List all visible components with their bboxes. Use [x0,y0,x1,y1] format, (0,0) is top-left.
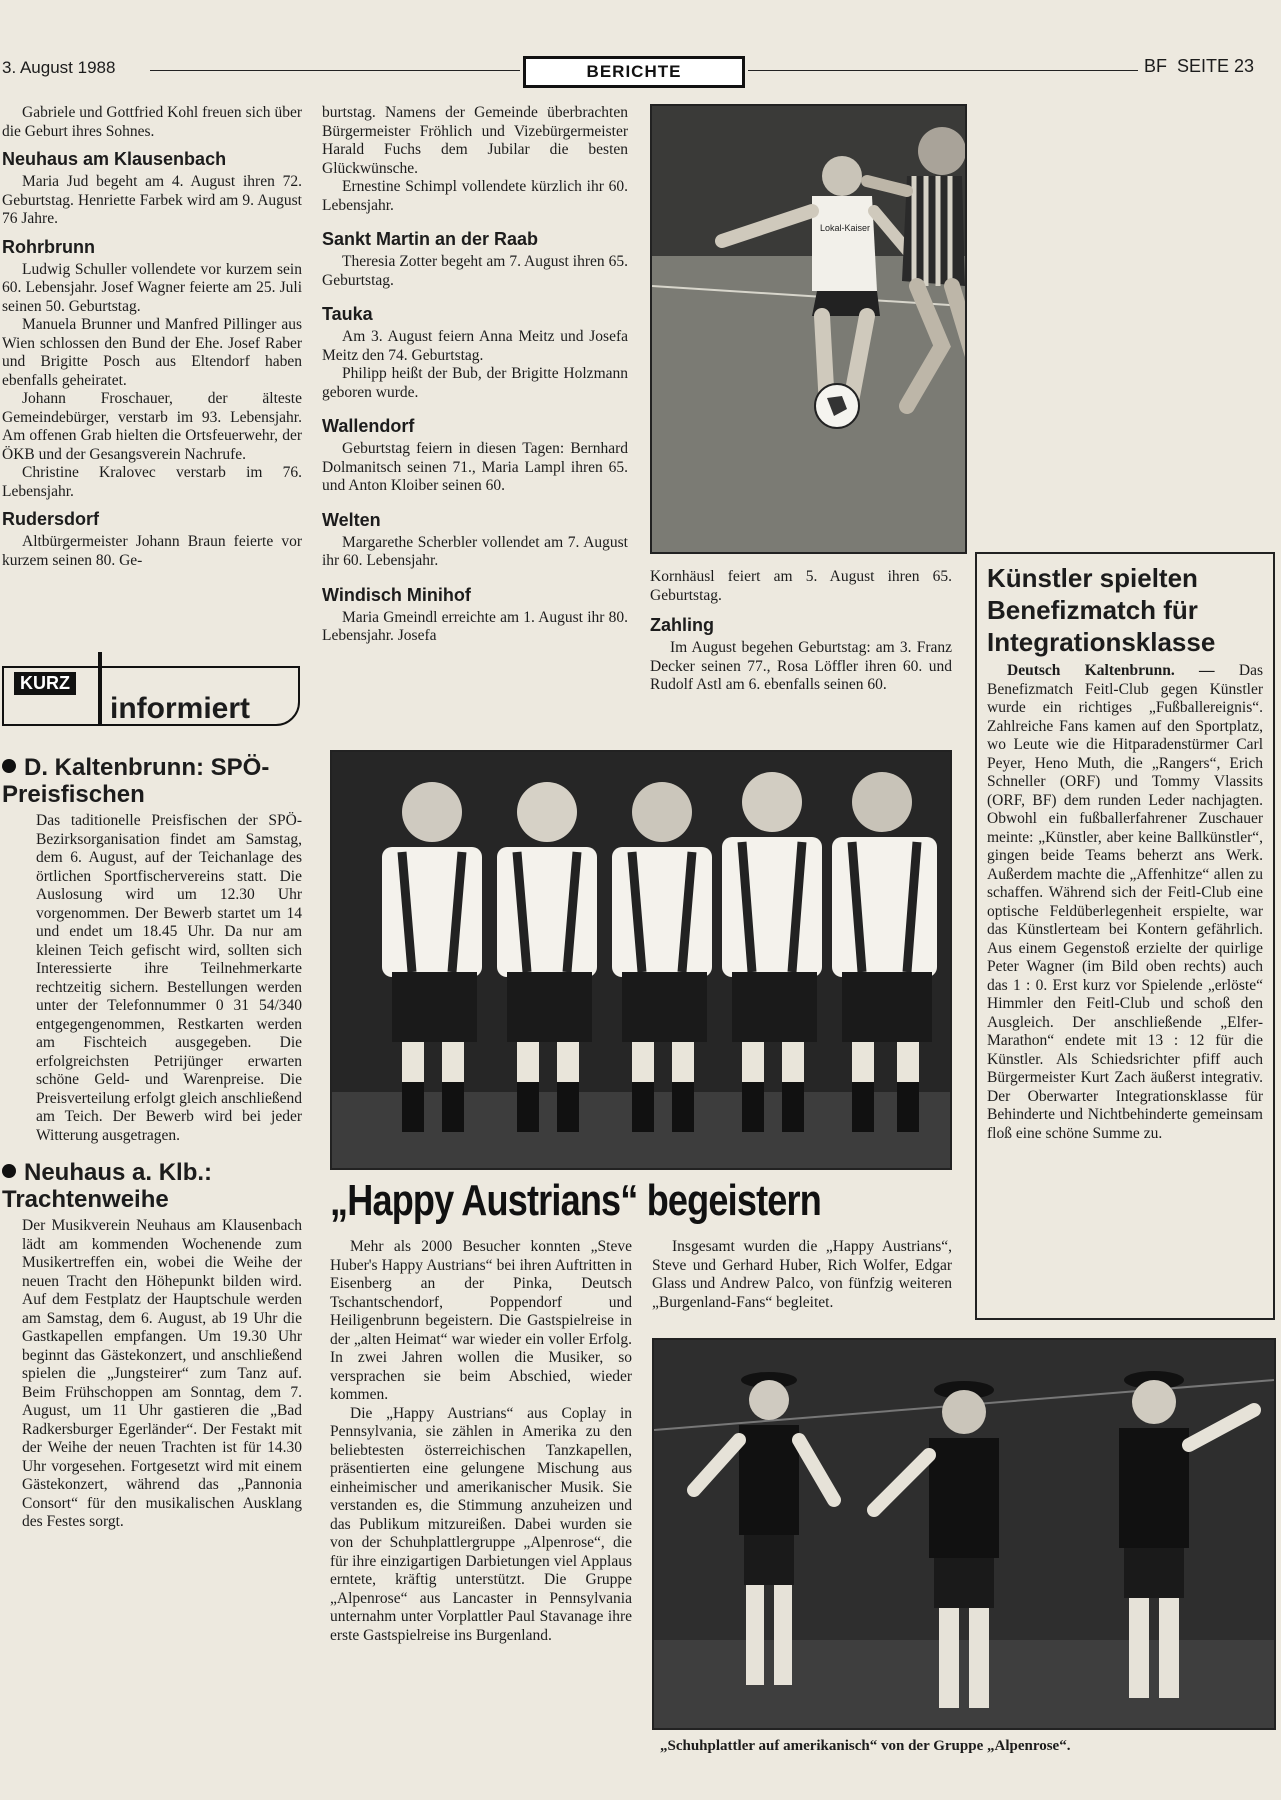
kuenstler-body: Das Benefizmatch Feitl-Club gegen Künstler wurde ein richtiges „Fußballereignis“. Zahlreiche Fans kamen auf den Sportplatz, wo Leute wie die Hitparadenstürmer Carl Peyer, Heno Muth, die „Rangers“, Erich Schneller (ORF) und Tommy Vlassits (ORF, BF) dem runden Leder nachjagten. Obwohl ein fußballerfahrener Zuschauer meinte: „Künstler, aber keine Ballkünstler“, gingen beide Teams beherzt ans Werk. Außerdem machte die „Affenhitze“ allen zu schaffen. Während sich der Feitl-Club eine optische Feldüberlegenheit erspielte, war das Künstlerteam bei Kontern gefährlich. Aus einem Gegenstoß erzielte der quirlige Peter Wagner (im Bild oben rechts) auch das 1 : 0. Erst kurz vor Spielende „erlöste“ Himmler den Feitl-Club und schoß den Ausgleich. Der anschließende „Elfer-Marathon“ endete mit 13 : 12 für die Künstler. Als Schiedsrichter pfiff auch Bürgermeister Kurt Zach äußerst integrativ. Der Oberwarter Integrationsklasse für Behinderte und Nichtbehinderte gemeinsam floß eine schöne Summe zu. [987,662,1263,1142]
text-paragraph: Philipp heißt der Bub, der Brigitte Holzmann geboren wurde. [322,365,628,401]
text-paragraph: Maria Jud begeht am 4. August ihren 72. Geburtstag. Henriette Farbek wird am 9. August 76 Jahre. [2,173,302,227]
logo-bar [98,652,102,726]
happy-column-2 [652,1238,952,1312]
text-paragraph: Johann Froschauer, der älteste Gemeindebürger, verstarb im 93. Lebensjahr. Am offenen Grab hielten die Ortsfeuerwehr, der ÖKB und der Gesangsverein Nachrufe. [2,390,302,463]
village-heading: Sankt Martin an der Raab [322,229,539,249]
text-paragraph: Margarethe Scherbler vollendet am 7. August ihr 60. Lebensjahr. [322,533,628,569]
text-paragraph: Im August begehen Geburtstag: am 3. Franz Decker seinen 77., Rosa Löffler ihren 60. und Rudolf Astl am 6. ebenfalls seinen 60. [650,639,952,693]
dateline: Deutsch Kaltenbrunn. — [1007,662,1215,679]
column-1 [2,104,302,570]
text-paragraph: Insgesamt wurden die „Happy Austrians“, Steve und Gerhard Huber, Rich Wolfer, Edgar Glass und Andrew Palco, von fünfzig weiteren „Burgenland-Fans“ begleitet. [652,1238,952,1311]
village-heading: Zahling [650,615,714,635]
happy-column-1 [330,1238,632,1645]
column-2 [322,104,628,646]
band-photo [330,750,952,1170]
text-paragraph: Der Musikverein Neuhaus am Klausenbach lädt am kommenden Wochenende zum Musikertreffen ein, wobei die Weihe der neuen Tracht den Höhepunkt bilden wird. Auf dem Festplatz der Hauptschule werden am Samstag, dem 6. August, ab 19 Uhr die Gastkapellen empfangen. Um 19.30 Uhr beginnt das Gästekonzert, und anschließend spielen die „Jungsteirer“ zum Tanz auf. Beim Frühschoppen am Sonntag, dem 7. August, um 11 Uhr gastieren die „Bad Radkersburger Egerländer“. Der Festakt mit der Weihe der neuen Trachten ist für 14.30 Uhr vorgesehen. Fortgesetzt wird mit einem Gästekonzert, während das „Pannonia Consort“ für den musikalischen Ausklang des Festes sorgt. [22,1217,302,1530]
village-heading: Rudersdorf [2,509,100,529]
village-heading: Wallendorf [322,416,415,436]
happy-austrians-headline: „Happy Austrians“ begeistern [330,1176,821,1225]
text-paragraph: Mehr als 2000 Besucher konnten „Steve Huber's Happy Austrians“ bei ihren Auftritten in Eisenberg an der Pinka, Deutsch Tschantschendorf, Poppendorf und Heiligenbrunn begeistern. Die Gastspielreise in der „alten Heimat“ war wieder ein voller Erfolg. In zwei Jahren wollen die Musiker, so versprachen sie beim Abschied, wieder kommen. [330,1238,632,1403]
village-heading: Welten [322,509,381,530]
logo-kurz: KURZ [14,672,76,695]
issue-date: 3. August 1988 [2,58,116,77]
page-number: BF SEITE 23 [1144,56,1255,76]
soccer-photo [650,104,967,554]
text-paragraph: Die „Happy Austrians“ aus Coplay in Pennsylvania, sie zählen in Amerika zu den beliebtesten österreichischen Tanzkapellen, präsentierten eine gelungene Mischung aus einheimischer und amerikanischer Musik. Sie verstanden es, die Stimmung anzuheizen und das Publikum mitzureißen. Dabei wurden sie von der Schuhplattlergruppe „Alpenrose“, die für ihre einzigartigen Darbietungen viel Applaus erntete, kräftig unterstützt. Die Gruppe „Alpenrose“ aus Lancaster in Pennsylvania unternahm unter Vorplattler Paul Stavanage ihre erste Gastspielreise ins Burgenland. [330,1404,632,1644]
header-rule-left [150,70,520,71]
shirt-print: Lokal-Kaiser [820,223,871,233]
header-rule-right [748,70,1138,71]
band-illustration [332,752,950,1168]
text-paragraph: Altbürgermeister Johann Braun feierte vor kurzem seinen 80. Ge- [2,533,302,569]
dance-illustration [654,1340,1274,1728]
kurz-informiert-logo [2,652,304,742]
text-paragraph: Gabriele und Gottfried Kohl freuen sich über die Geburt ihres Sohnes. [2,104,302,140]
section-label: BERICHTE [523,56,745,88]
column-3 [650,568,952,695]
text-paragraph: Ernestine Schimpl vollendete kürzlich ihr 60. Lebensjahr. [322,178,628,214]
text-paragraph: Kornhäusl feiert am 5. August ihren 65. Geburtstag. [650,568,952,604]
kurz-heading: Neuhaus a. Klb.: Trachtenweihe [2,1159,213,1213]
village-heading: Tauka [322,304,373,324]
logo-informiert: informiert [110,692,251,725]
soccer-illustration [652,106,965,552]
dance-photo [652,1338,1276,1730]
text-paragraph: Maria Gmeindl erreichte am 1. August ihr 80. Lebensjahr. Josefa [322,608,628,644]
dance-photo-caption: „Schuhplattler auf amerikanisch“ von der Gruppe „Alpenrose“. [660,1738,1071,1754]
bullet-icon [2,1164,16,1178]
village-heading: Neuhaus am Klausenbach [2,149,227,169]
text-paragraph: Theresia Zotter begeht am 7. August ihren 65. Geburtstag. [322,253,628,289]
text-paragraph: Ludwig Schuller vollendete vor kurzem sein 60. Lebensjahr. Josef Wagner feierte am 25. Juli seinen 50. Geburtstag. [2,260,302,315]
village-heading: Windisch Minihof [322,584,471,605]
text-paragraph: Christine Kralovec verstarb im 76. Lebensjahr. [2,464,302,500]
kurz-column [2,748,302,1532]
kuenstler-headline: Künstler spielten Benefizmatch für Integrationsklasse [987,563,1216,657]
text-paragraph: Geburtstag feiern in diesen Tagen: Bernhard Dolmanitsch seinen 71., Maria Lampl ihren 65. und Anton Kloiber seinen 60. [322,440,628,494]
text-paragraph: Das taditionelle Preisfischen der SPÖ-Bezirksorganisation findet am Samstag, dem 6. August, auf der Teichanlage des örtlichen Sportfischervereins statt. Die Auslosung wird um 12.30 Uhr vorgenommen. Der Bewerb startet um 14 und endet um 18.45 Uhr. Da nur am kleinen Teich gefischt wird, sollten sich Interessierte ihre Teilnehmerkarte rechtzeitig sichern. Bestellungen werden unter der Telefonnummer 0 31 54/340 entgegengenommen, Restkarten werden am Fischteich ausgegeben. Die erfolgreichsten Petrijünger erwarten schöne Geld- und Warenpreise. Die Preisverteilung erfolgt gleich anschließend am Teich. Der Bewerb wird bei jeder Witterung ausgetragen. [36,812,302,1144]
kurz-heading: D. Kaltenbrunn: SPÖ-Preisfischen [2,754,270,808]
text-paragraph: burtstag. Namens der Gemeinde überbrachten Bürgermeister Fröhlich und Vizebürgermeister Harald Fuchs dem Jubilar die besten Glückwünsche. [322,104,628,177]
bullet-icon [2,759,16,773]
text-paragraph: Am 3. August feiern Anna Meitz und Josefa Meitz den 74. Geburtstag. [322,328,628,364]
village-heading: Rohrbrunn [2,236,95,257]
kuenstler-article-box [975,552,1275,1320]
text-paragraph: Manuela Brunner und Manfred Pillinger aus Wien schlossen den Bund der Ehe. Josef Raber und Brigitte Posch aus Eltendorf haben ebenfalls geheiratet. [2,316,302,389]
